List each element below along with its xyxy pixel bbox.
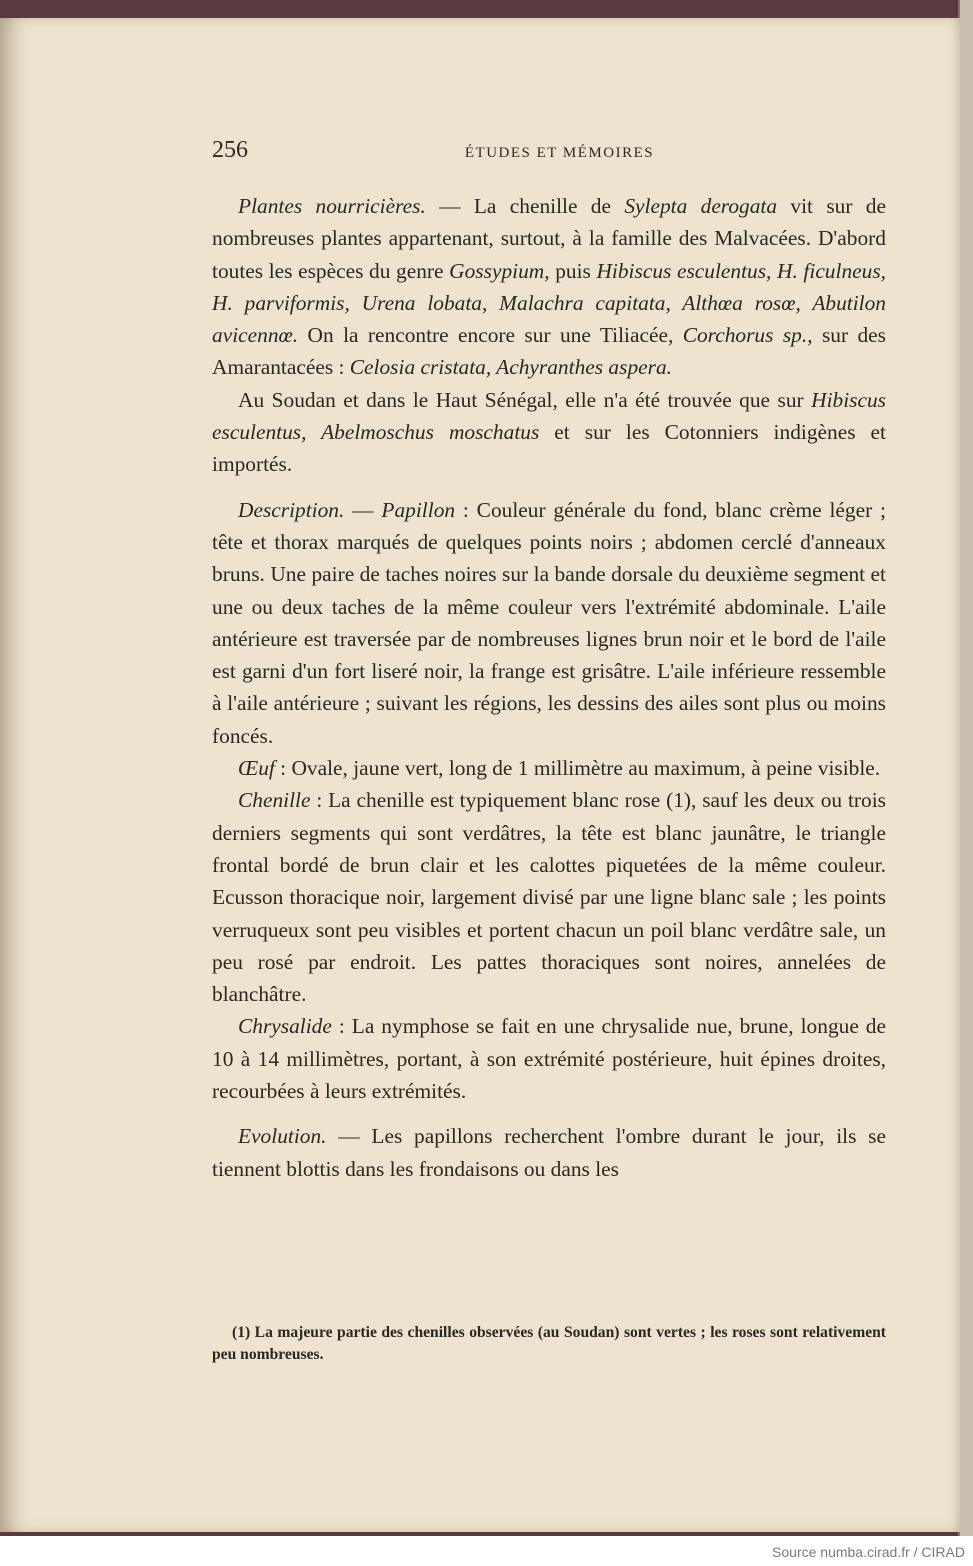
paragraph-plantes-nourricieres <box>212 190 886 384</box>
species-list: Hibiscus esculentus, H. ficulneus, H. parviformis, Urena lobata, Malachra capitata, Althœa rosœ, Abutilon avicennœ. <box>212 258 887 348</box>
paragraph-chenille <box>212 784 886 1010</box>
text-run: : La nymphose se fait en une chrysalide nue, brune, longue de 10 à 14 millimètres, portant, à son extrémité postérieure, huit épines droites, recourbées à leurs extrémités. <box>212 1014 886 1104</box>
section-heading-plantes: Plantes nourricières. <box>238 194 426 218</box>
text-run: : La chenille est typiquement blanc rose (1), sauf les deux ou trois derniers segments qui sont verdâtres, la tête est blanc jaunâtre, le triangle frontal bordé de brun clair et les calottes piquetées de la même couleur. Ecusson thoracique noir, largement divisé par une ligne blanc sale ; les points verruqueux sont peu visibles et portent chacun un poil blanc verdâtre sale, un peu rosé par endroit. Les pattes thoraciques sont noires, annelées de blanchâtre. <box>212 788 886 1007</box>
text-run: puis <box>549 258 597 283</box>
text-run: On la rencontre encore sur une Tiliacée, <box>298 323 683 348</box>
text-run: : Couleur générale du fond, blanc crème léger ; tête et thorax marqués de quelques points noirs ; abdomen cerclé d'anneaux bruns. Une paire de taches noires sur la bande dorsale du deuxième segment et une ou deux taches de la même couleur vers l'extrémité abdominale. L'aile antérieure est traversée par de nombreuses lignes brun noir et le bord de l'aile est garni d'un fort liseré noir, la frange est grisâtre. L'aile inférieure ressemble à l'aile antérieure ; suivant les régions, les dessins des ailes sont plus ou moins foncés. <box>212 497 886 748</box>
paragraph-oeuf <box>212 752 886 784</box>
paragraph-chrysalide <box>212 1010 886 1107</box>
text-run: — La chenille de <box>425 194 625 218</box>
species-list: Celosia cristata, Achyranthes aspera. <box>349 355 673 380</box>
section-heading-evolution: Evolution. <box>238 1124 327 1149</box>
text-run: : Ovale, jaune vert, long de 1 millimètre au maximum, à peine visible. <box>274 756 881 781</box>
page-header <box>212 137 887 167</box>
paragraph-evolution <box>212 1120 886 1185</box>
running-head: ÉTUDES ET MÉMOIRES <box>464 145 655 161</box>
subheading-papillon: Papillon <box>381 497 456 522</box>
species-name: Sylepta derogata <box>624 194 778 218</box>
body-text <box>212 190 886 1185</box>
footnote: (1) La majeure partie des chenilles observées (au Soudan) sont vertes ; les roses sont relativement peu nombreuses. <box>212 1324 886 1363</box>
paragraph-description <box>212 494 886 752</box>
text-run: vit sur de nombreuses plantes appartenant, surtout, à la famille des Malvacées. D'abord toutes les espèces du genre <box>212 194 886 283</box>
species-name: Corchorus sp. <box>682 323 808 348</box>
text-run: — Les papillons recherchent l'ombre durant le jour, ils se tiennent blottis dans les frondaisons ou dans les <box>212 1124 886 1181</box>
subheading-chenille: Chenille <box>238 788 311 813</box>
section-heading-description: Description. <box>238 497 345 522</box>
subheading-chrysalide: Chrysalide <box>238 1014 332 1039</box>
paragraph-soudan <box>212 384 886 481</box>
species-name: Gossypium, <box>449 258 550 283</box>
adjacent-page-edge <box>958 0 973 1536</box>
species-list: Hibiscus esculentus, Abelmoschus moschatus <box>212 387 886 445</box>
text-run: Au Soudan et dans le Haut Sénégal, elle n'a été trouvée que sur <box>238 387 812 412</box>
page-number: 256 <box>212 137 248 163</box>
text-run: et sur les Cotonniers indigènes et importés. <box>212 420 886 477</box>
text-run: , sur des Amarantacées : <box>212 323 886 380</box>
subheading-oeuf: Œuf <box>238 756 275 781</box>
source-attribution: Source numba.cirad.fr / CIRAD <box>772 1544 965 1560</box>
text-run: — <box>344 497 382 522</box>
